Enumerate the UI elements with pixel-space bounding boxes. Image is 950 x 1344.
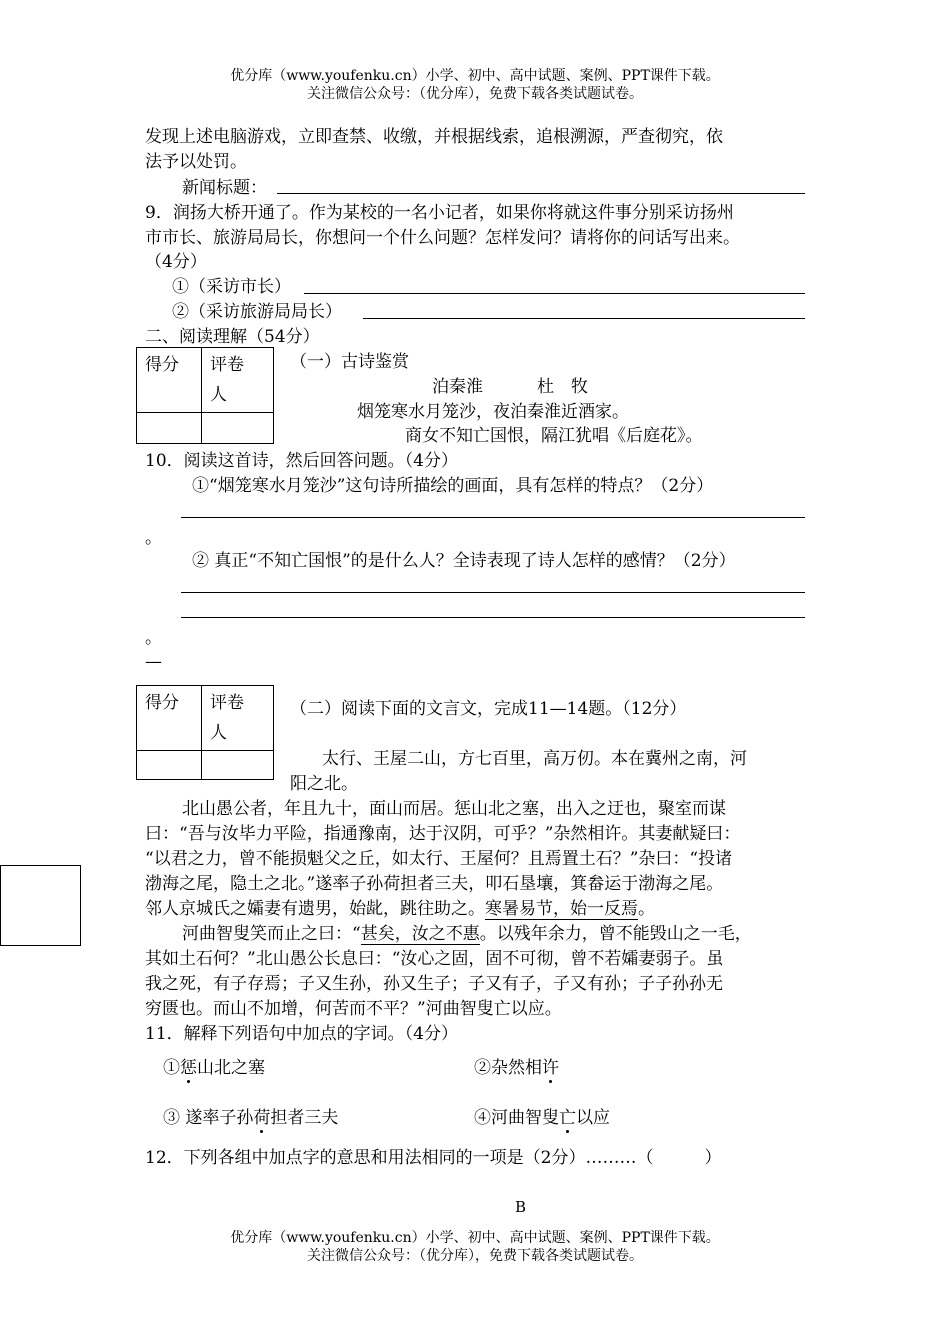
q9-mayor-answer-line[interactable]: [304, 293, 805, 294]
q11-item-4: [474, 1106, 610, 1130]
score-box-2: [136, 685, 274, 780]
news-title-answer-line[interactable]: [277, 193, 805, 194]
q11-item-1-rest: 山北之塞: [197, 1058, 265, 1078]
classical-p1-line-2: 阳之北。: [290, 774, 358, 794]
classical-p3-line-2: 其如土石何？”北山愚公长息曰：“汝心之固，固不可彻，曾不若孀妻弱子。虽: [145, 949, 724, 969]
q11-item-4-rest: 以应: [576, 1108, 610, 1128]
q9-line-3: （4分）: [145, 252, 207, 272]
q10-stem: 10．阅读这首诗，然后回答问题。（4分）: [145, 451, 458, 471]
footer-line-1: 优分库（www.youfenku.cn）小学、初中、高中试题、案例、PPT课件下载。: [230, 1230, 720, 1246]
classical-p3-line-1-end: 。以残年余力，曾不能毁山之一毛，: [479, 924, 752, 944]
classical-p2-line-3: “以君之力，曾不能损魁父之丘，如太行、王屋何？且焉置土石？”杂曰：“投诸: [145, 849, 733, 869]
score-box-1-grader-label-b: 人: [210, 385, 227, 405]
classical-section-label: （二）阅读下面的文言文，完成11—14题。（12分）: [290, 699, 687, 719]
q11-item-3-rest: 担者三夫: [270, 1108, 339, 1128]
score-box-1-score-cell[interactable]: [137, 413, 202, 444]
underlined-sentence-2: 甚矣，汝之不惠: [360, 924, 480, 944]
q11-item-1-num: ①: [163, 1058, 180, 1078]
q10-dash: —: [145, 652, 162, 672]
header-line-2: 关注微信公众号：（优分库），免费下载各类试题试卷。: [307, 86, 643, 102]
q11-item-2-text: ②杂然相: [474, 1058, 542, 1078]
classical-p1-line-1: 太行、王屋二山，方七百里，高万仞。本在冀州之南，河: [322, 749, 747, 769]
poem-line-1: 烟笼寒水月笼沙，夜泊秦淮近酒家。: [357, 402, 629, 422]
score-box-2-score-cell[interactable]: [137, 751, 202, 780]
poem-section-label: （一）古诗鉴赏: [290, 352, 409, 372]
score-box-2-grader-label-a: 评卷: [210, 693, 244, 713]
q11-item-3-dotted-char: 荷: [253, 1108, 271, 1128]
classical-p3-line-3: 我之死，有子存焉；子又生孙，孙又生子；子又有子，子又有孙；子子孙孙无: [145, 974, 723, 994]
q9-line-1: 9．润扬大桥开通了。作为某校的一名小记者，如果你将就这件事分别采访扬州: [145, 203, 734, 223]
q11-item-3: [163, 1106, 338, 1130]
poem-title: 泊秦淮: [432, 377, 483, 397]
classical-p2-line-5-text: 邻人京城氏之孀妻有遗男，始龀，跳往助之。: [145, 899, 485, 919]
score-box-1-grader-label-a: 评卷: [210, 355, 244, 375]
q11-item-1-dotted-char: 惩: [180, 1058, 197, 1078]
news-title-label: 新闻标题：: [182, 178, 267, 198]
q9-line-2: 市市长、旅游局局长，你想问一个什么问题？怎样发问？请将你的问话写出来。: [145, 228, 740, 248]
classical-p3-line-1-text: 河曲智叟笑而止之曰：“: [182, 924, 361, 944]
poem-line-2: 商女不知亡国恨，隔江犹唱《后庭花》。: [405, 426, 703, 446]
classical-p2-line-2: 曰：“吾与汝毕力平险，指通豫南，达于汉阴，可乎？”杂然相许。其妻献疑曰：: [145, 824, 741, 844]
q9-item-tourism: ②（采访旅游局局长）: [172, 302, 342, 322]
score-box-2-grader-cell[interactable]: [202, 751, 274, 780]
q11-item-2-dotted-char: 许: [542, 1058, 559, 1078]
q11-item-1: [163, 1056, 265, 1080]
q10-sub-2-answer-line-2[interactable]: [181, 617, 805, 618]
classical-p2-line-5-end: 。: [638, 899, 655, 919]
q12-stem: 12．下列各组中加点字的意思和用法相同的一项是（2分）………（ ）: [145, 1148, 722, 1168]
q10-sub-2: ② 真正“不知亡国恨”的是什么人？全诗表现了诗人怎样的感情？（2分）: [192, 551, 736, 571]
score-box-1-score-label: 得分: [145, 355, 179, 375]
margin-box: [0, 865, 81, 946]
page-mark: B: [515, 1198, 527, 1216]
classical-p3-line-4: 穷匮也。而山不加增，何苦而不平？”河曲智叟亡以应。: [145, 999, 562, 1019]
q9-item-mayor: ①（采访市长）: [172, 277, 291, 297]
classical-p2-line-5: [145, 897, 655, 921]
q11-item-4-dotted-char: 亡: [559, 1108, 576, 1128]
score-box-1-grader-cell[interactable]: [202, 413, 274, 444]
q9-tourism-answer-line[interactable]: [363, 318, 805, 319]
section-2-title: 二、阅读理解（54分）: [145, 327, 320, 347]
q11-item-3-text: ③ 遂率子孙: [163, 1108, 254, 1128]
classical-p3-line-1: [182, 922, 752, 946]
q10-sub-1: ①“烟笼寒水月笼沙”这句诗所描绘的画面，具有怎样的特点？（2分）: [192, 476, 714, 496]
poem-author: 杜 牧: [537, 377, 588, 397]
classical-p2-line-1: 北山愚公者，年且九十，面山而居。惩山北之塞，出入之迂也，聚室而谋: [182, 799, 726, 819]
q11-item-4-text: ④河曲智叟: [474, 1108, 559, 1128]
q11-item-2: [474, 1056, 559, 1080]
score-box-1: [136, 347, 274, 444]
header-line-1: 优分库（www.youfenku.cn）小学、初中、高中试题、案例、PPT课件下载。: [230, 68, 720, 84]
q10-sub-1-answer-line[interactable]: [181, 517, 805, 518]
footer-line-2: 关注微信公众号：（优分库），免费下载各类试题试卷。: [307, 1248, 643, 1264]
q10-sub-1-period: 。: [145, 528, 162, 548]
score-box-2-grader-label-b: 人: [210, 723, 227, 743]
classical-p2-line-4: 渤海之尾，隐土之北。”遂率子孙荷担者三夫，叩石垦壤，箕畚运于渤海之尾。: [145, 874, 724, 894]
q8-text-line-2: 法予以处罚。: [145, 152, 247, 172]
score-box-2-score-label: 得分: [145, 693, 179, 713]
q11-stem: 11．解释下列语句中加点的字词。（4分）: [145, 1024, 458, 1044]
q10-sub-2-period: 。: [145, 628, 162, 648]
underlined-sentence-1: 寒暑易节，始一反焉: [485, 899, 638, 919]
q10-sub-2-answer-line-1[interactable]: [181, 592, 805, 593]
q8-text-line-1: 发现上述电脑游戏，立即查禁、收缴，并根据线索，追根溯源，严查彻究，依: [145, 127, 723, 147]
